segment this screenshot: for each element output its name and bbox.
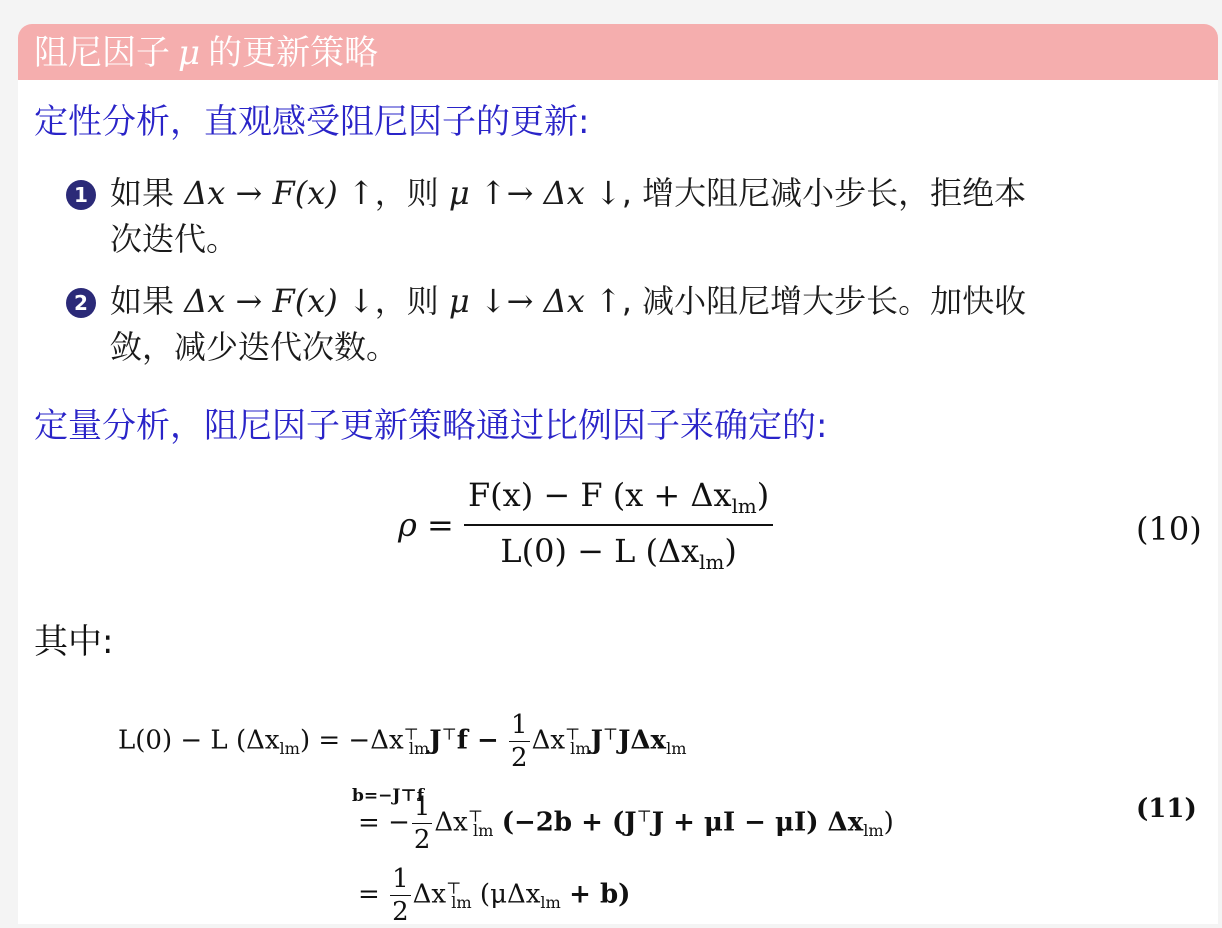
sub-lm: lm [408, 739, 430, 759]
eq10-num-sub: lm [731, 494, 757, 518]
eq11-l1-lhs: L(0) − L (Δx [118, 725, 280, 756]
eq11-l3-dx: Δx [412, 879, 447, 910]
bullet-2: 2 [66, 288, 96, 318]
block-title [34, 34, 378, 72]
item-text: 如果 [110, 282, 175, 320]
sup-t: ⊤ [441, 724, 457, 744]
qualitative-heading: 定性分析，直观感受阻尼因子的更新: [34, 102, 590, 142]
list-item [66, 170, 1216, 270]
eq10-lhs: ρ = [398, 505, 454, 544]
item-math: μ ↓→ Δx ↑ [448, 282, 622, 320]
item-text: ，则 [374, 282, 439, 320]
item-text: 如果 [110, 174, 175, 212]
eq11-l2-over: b=−J⊤f [352, 785, 425, 806]
eq11-l1-jdx: JΔx [618, 725, 667, 756]
sup-t: ⊤ [467, 806, 484, 826]
block-header [18, 24, 1218, 80]
eq11-l2-minus: − [388, 807, 410, 838]
sub-lm: lm [570, 739, 591, 759]
sub-lm: lm [666, 739, 687, 759]
item-math: Δx → F(x) ↓ [184, 282, 375, 320]
equation-11-number: (11) [1136, 794, 1197, 824]
frac-den: 2 [392, 897, 409, 924]
eq10-den-close: ) [724, 531, 737, 570]
equation-10 [398, 476, 773, 574]
eq10-numerator [464, 476, 773, 526]
item-text: , 减小阻尼增大步长。加快收 [621, 282, 1027, 320]
equation-11-line-2 [352, 785, 894, 855]
sub-lm: lm [863, 821, 884, 841]
slide [18, 24, 1218, 924]
frac-num: 1 [413, 792, 431, 822]
frac-den: 2 [511, 743, 528, 773]
item-1-line-2: 次迭代。 [110, 220, 239, 258]
sub-lm: lm [451, 893, 472, 913]
eq11-l3-mudx: (μΔx [479, 879, 541, 910]
where-label: 其中: [34, 622, 114, 662]
eq11-l1-j: J [429, 725, 442, 756]
eq10-den-text: L(0) − L (Δx [500, 531, 700, 570]
item-text: ，则 [374, 174, 439, 212]
eq10-denominator [464, 526, 773, 574]
eq11-l2-dx: Δx [434, 807, 468, 838]
frac-num: 1 [511, 710, 528, 740]
item-2-line-1 [110, 278, 1026, 324]
sup-t: ⊤ [636, 806, 652, 826]
item-2-line-2: 敛，减少迭代次数。 [110, 328, 399, 366]
eq11-l1-rhs: ) = −Δx [299, 725, 404, 756]
item-math: μ ↑→ Δx ↓ [448, 174, 622, 212]
block-title-pre: 阻尼因子 [34, 33, 170, 73]
eq11-l1-half [509, 712, 530, 771]
eq11-l1-f: f − [456, 725, 499, 756]
item-text: , 增大阻尼减小步长，拒绝本 [621, 174, 1027, 212]
eq11-l3-half [390, 866, 411, 924]
eq10-num-close: ) [756, 476, 770, 514]
block-title-mu: μ [178, 33, 201, 73]
eq11-l2-b: (−2b + (J [501, 807, 637, 838]
eq11-l2-eq: = [358, 807, 380, 838]
item-1-line-1 [110, 170, 1026, 216]
bullet-1: 1 [66, 180, 96, 210]
eq11-l1-j2: J [590, 725, 603, 756]
eq11-l2-jj: J + μI − μI) Δx [651, 807, 864, 838]
sup-t: ⊤ [602, 724, 619, 744]
eq11-l3-eq: = [358, 879, 380, 910]
equation-11-line-3 [358, 866, 630, 924]
sup-t: ⊤ [446, 878, 462, 898]
eq10-num-text: F(x) − F (x + Δx [467, 476, 732, 514]
sup-t: ⊤ [403, 724, 419, 744]
item-math: Δx → F(x) ↑ [184, 174, 375, 212]
frac-num: 1 [392, 864, 409, 894]
list-item [66, 278, 1216, 378]
quantitative-heading: 定量分析，阻尼因子更新策略通过比例因子来确定的: [34, 406, 828, 446]
sub-lm: lm [279, 739, 300, 759]
eq10-den-sub: lm [699, 550, 725, 574]
equation-11-line-1 [118, 712, 687, 771]
eq11-l2-close: ) [883, 807, 894, 838]
frac-den: 2 [413, 825, 431, 855]
sup-t: ⊤ [565, 724, 581, 744]
eq11-l2-defeq [352, 785, 425, 838]
block-title-post: 的更新策略 [208, 33, 379, 73]
equation-10-number: (10) [1136, 510, 1202, 548]
eq11-l1-dx: Δx [531, 725, 566, 756]
sub-lm: lm [540, 893, 561, 913]
sub-lm: lm [473, 821, 494, 841]
eq11-l3-b: + b) [569, 879, 631, 910]
eq10-fraction [464, 476, 773, 574]
